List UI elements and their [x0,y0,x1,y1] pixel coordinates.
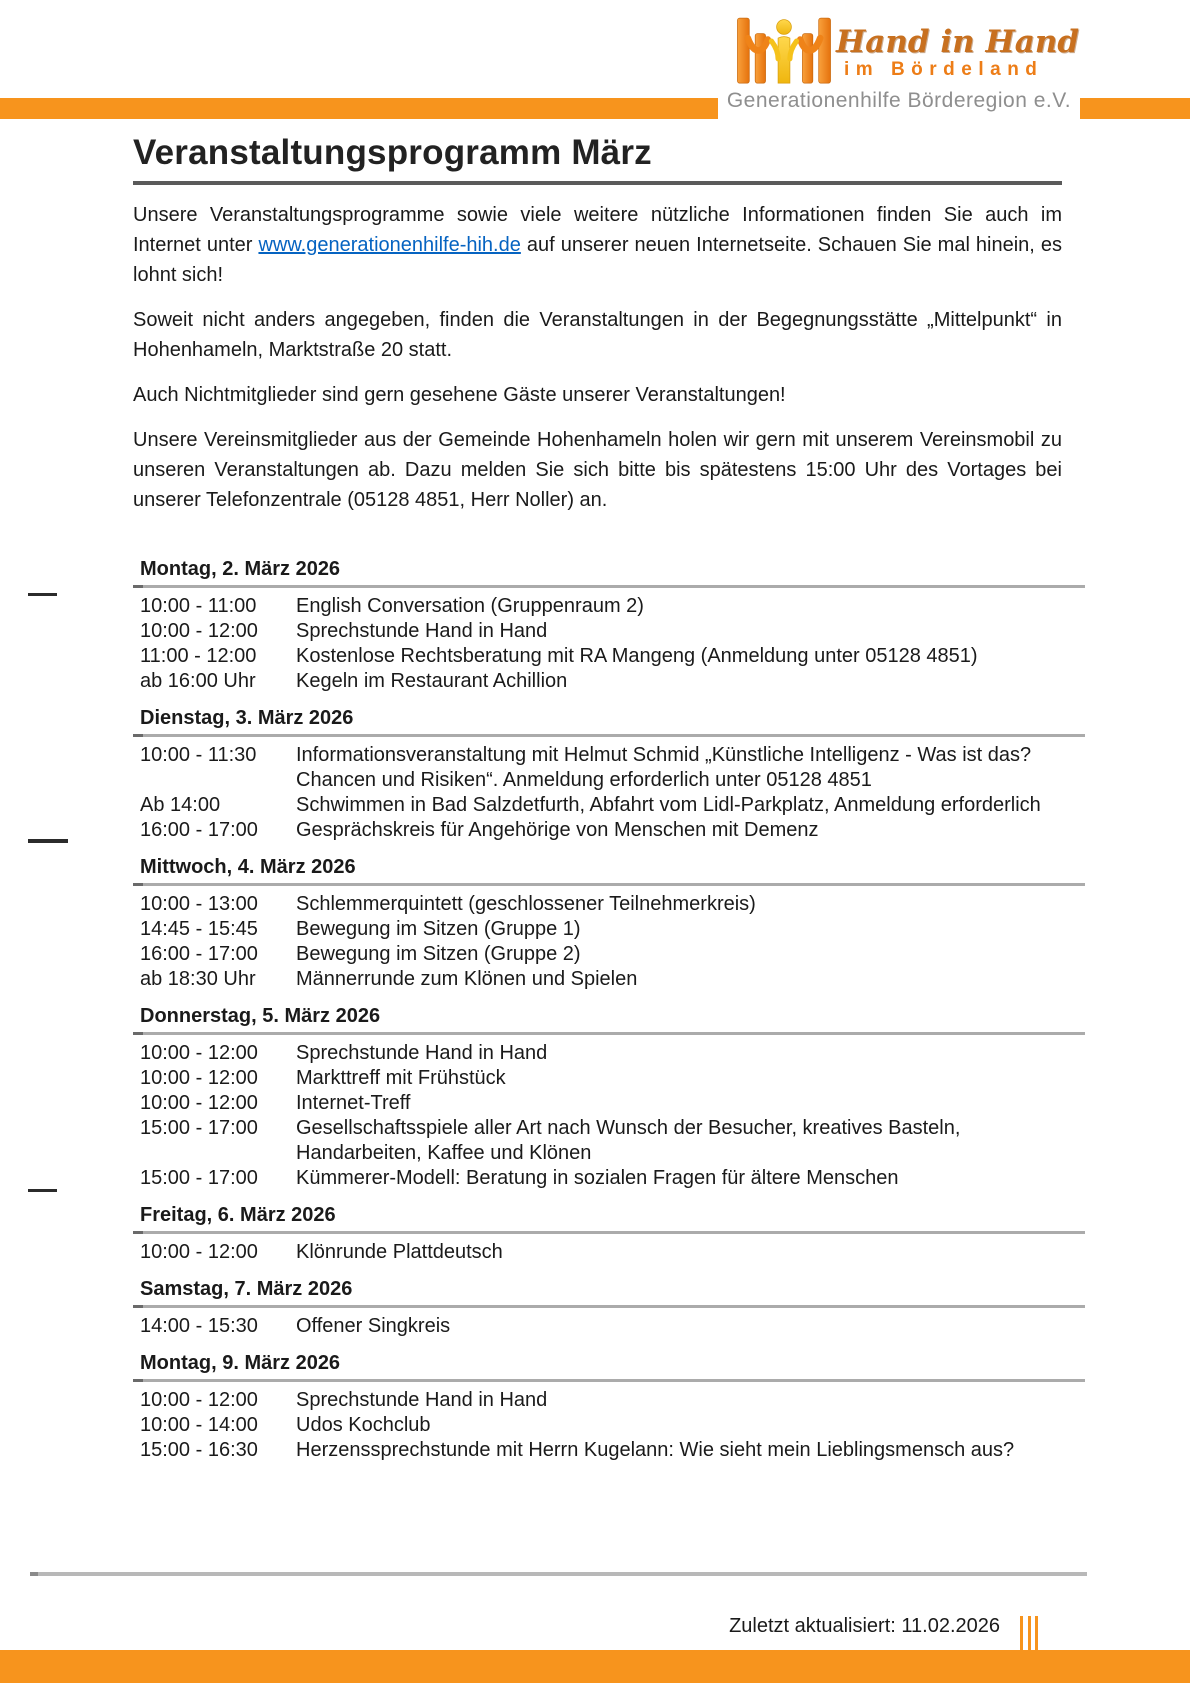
hole-punch-mark [28,839,68,843]
logo [718,8,1080,125]
day-header: Donnerstag, 5. März 2026 [140,1005,381,1027]
event-cell: Schwimmen in Bad Salzdetfurth, Abfahrt vom Lidl-Parkplatz, Anmeldung erforderlich [296,794,1041,816]
schedule-row [140,594,1062,619]
schedule-row [140,1166,1062,1191]
day-divider [133,883,1085,886]
intro-1-text-after: auf unserer neuen Internetseite. Schauen Sie mal hinein, es lohnt sich! [133,234,1063,286]
time-cell: 14:00 - 15:30 [140,1315,258,1337]
time-cell: 10:00 - 12:00 [140,1092,258,1114]
schedule-row [140,793,1062,818]
schedule-row [140,669,1062,694]
schedule-row [140,818,1062,843]
time-cell: 16:00 - 17:00 [140,943,258,965]
event-cell: Kegeln im Restaurant Achillion [296,670,568,692]
time-cell: 10:00 - 12:00 [140,1389,258,1411]
hih-logo-icon [736,14,832,88]
day-section-monday-2 [133,557,1062,694]
title-divider [133,181,1062,185]
time-cell: 11:00 - 12:00 [140,645,257,667]
schedule-row [140,1041,1062,1066]
day-divider [133,1032,1085,1035]
fold-mark [28,1189,57,1192]
schedule-row [140,1240,1062,1265]
schedule-row [140,1066,1062,1091]
footer-divider [30,1572,1087,1576]
time-cell: 15:00 - 17:00 [140,1117,258,1139]
page-header [0,0,1190,125]
page-title: Veranstaltungsprogramm März [133,133,652,172]
logo-org-name: Generationenhilfe Börderegion e.V. [726,89,1072,112]
time-cell: 15:00 - 16:30 [140,1439,258,1461]
time-cell: ab 18:30 Uhr [140,968,256,990]
logo-subtitle: im Bördeland [844,59,1044,80]
event-cell: Herzenssprechstunde mit Herrn Kugelann: Wie sieht mein Lieblingsmensch aus? [296,1439,1015,1461]
day-header: Mittwoch, 4. März 2026 [140,856,356,878]
event-cell: Internet-Treff [296,1092,411,1114]
website-link[interactable]: www.generationenhilfe-hih.de [258,234,521,256]
day-divider [133,1379,1085,1382]
day-header: Montag, 9. März 2026 [140,1352,341,1374]
event-cell: Markttreff mit Frühstück [296,1067,506,1089]
time-cell: 10:00 - 11:00 [140,595,257,617]
event-cell: Gesprächskreis für Angehörige von Menschen mit Demenz [296,819,819,841]
time-cell: 10:00 - 14:00 [140,1414,258,1436]
time-cell: Ab 14:00 [140,794,221,816]
day-header: Dienstag, 3. März 2026 [140,707,354,729]
schedule-row [140,967,1062,992]
event-cell: Männerrunde zum Klönen und Spielen [296,968,638,990]
day-divider [133,734,1085,737]
intro-paragraph-2: Soweit nicht anders angegeben, finden die Veranstaltungen in der Begegnungsstätte „Mittelpunkt“ in Hohenhameln, Marktstraße 20 statt. [133,309,1062,361]
schedule-row [140,1314,1062,1339]
day-section-tuesday-3 [133,706,1062,843]
day-divider [133,585,1085,588]
time-cell: 10:00 - 12:00 [140,1241,258,1263]
intro-paragraph-4: Unsere Vereinsmitglieder aus der Gemeinde Hohenhameln holen wir gern mit unserem Vereinsmobil zu unseren Veranstaltungen ab. Dazu melden Sie sich bitte bis spätestens 15:00 Uhr des Vortages bei unserer Telefonzentrale (05128 4851, Herr Noller) an. [133,429,1062,511]
time-cell: 14:45 - 15:45 [140,918,258,940]
time-cell: 16:00 - 17:00 [140,819,258,841]
time-cell: 10:00 - 11:30 [140,744,257,766]
event-cell: Klönrunde Plattdeutsch [296,1241,503,1263]
fold-mark [28,593,57,596]
day-section-friday-6 [133,1203,1062,1265]
schedule-row [140,1388,1062,1413]
event-cell: Udos Kochclub [296,1414,431,1436]
event-cell: Schlemmerquintett (geschlossener Teilnehmerkreis) [296,893,756,915]
schedule-row [140,1116,1062,1166]
time-cell: 10:00 - 13:00 [140,893,258,915]
day-header: Freitag, 6. März 2026 [140,1204,336,1226]
time-cell: 15:00 - 17:00 [140,1167,258,1189]
day-section-monday-9 [133,1351,1062,1463]
day-section-thursday-5 [133,1004,1062,1191]
event-cell: Offener Singkreis [296,1315,451,1337]
schedule-row [140,619,1062,644]
time-cell: 10:00 - 12:00 [140,1067,258,1089]
logo-script-title: Hand in Hand [836,24,1080,60]
time-cell: 10:00 - 12:00 [140,620,258,642]
event-cell: Kostenlose Rechtsberatung mit RA Mangeng (Anmeldung unter 05128 4851) [296,645,978,667]
day-header: Montag, 2. März 2026 [140,558,341,580]
event-cell: English Conversation (Gruppenraum 2) [296,595,644,617]
schedule-row [140,892,1062,917]
footer-accent-bar [0,1650,1190,1683]
day-header: Samstag, 7. März 2026 [140,1278,353,1300]
day-section-saturday-7 [133,1277,1062,1339]
day-divider [133,1305,1085,1308]
event-cell: Kümmerer-Modell: Beratung in sozialen Fragen für ältere Menschen [296,1167,899,1189]
event-cell: Gesellschaftsspiele aller Art nach Wunsch der Besucher, kreatives Basteln, Handarbeiten, Kaffee und Klönen [296,1117,961,1164]
event-cell: Bewegung im Sitzen (Gruppe 2) [296,943,581,965]
schedule [133,557,1062,1463]
schedule-row [140,743,1062,793]
intro-1-text-before: Unsere Veranstaltungsprogramme sowie viele weitere nützliche Informationen finden Sie auch im Internet unter [133,204,1062,256]
schedule-row [140,644,1062,669]
last-updated-text: Zuletzt aktualisiert: 11.02.2026 [729,1615,1000,1637]
time-cell: ab 16:00 Uhr [140,670,256,692]
schedule-row [140,1438,1062,1463]
schedule-row [140,1091,1062,1116]
schedule-row [140,942,1062,967]
footer-accent-ticks-icon [1020,1616,1038,1650]
intro-paragraph-1 [133,200,1062,290]
schedule-row [140,917,1062,942]
event-cell: Sprechstunde Hand in Hand [296,620,548,642]
schedule-row [140,1413,1062,1438]
day-section-wednesday-4 [133,855,1062,992]
event-cell: Bewegung im Sitzen (Gruppe 1) [296,918,581,940]
time-cell: 10:00 - 12:00 [140,1042,258,1064]
event-cell: Sprechstunde Hand in Hand [296,1389,548,1411]
day-divider [133,1231,1085,1234]
event-cell: Sprechstunde Hand in Hand [296,1042,548,1064]
document-content [133,132,1062,1463]
event-cell: Informationsveranstaltung mit Helmut Schmid „Künstliche Intelligenz - Was ist das? Chancen und Risiken“. Anmeldung erforderlich unter 05128 4851 [296,744,1032,791]
intro-paragraph-3: Auch Nichtmitglieder sind gern gesehene Gäste unserer Veranstaltungen! [133,384,786,406]
